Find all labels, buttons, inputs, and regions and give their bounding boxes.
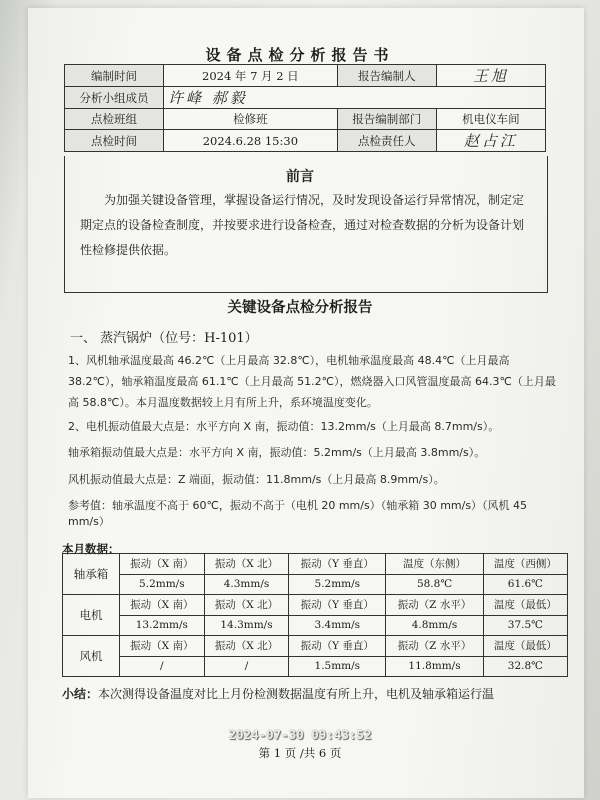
- paragraph-motor-vibration: 2、电机振动值最大点是：水平方向 X 南，振动值：13.2mm/s（上月最高 8.7mm/s）。: [68, 420, 500, 433]
- table-value-cell: 1.5mm/s: [289, 656, 386, 677]
- table-header-cell: 温度（东侧）: [386, 554, 483, 575]
- table-value-cell: 61.6℃: [483, 574, 567, 595]
- paragraph-fan-vibration: 风机振动值最大点是：Z 端面，振动值：11.8mm/s（上月最高 8.9mm/s）。: [68, 473, 445, 486]
- table-value-cell: 3.4mm/s: [289, 615, 386, 636]
- table-header-cell: 振动（X 北）: [204, 554, 289, 575]
- photo-timestamp: 2024-07-30 09:43:52: [228, 727, 372, 742]
- info-table: [64, 64, 546, 152]
- members-label: 分析小组成员: [65, 87, 164, 109]
- report-title: 关键设备点检分析报告: [227, 300, 373, 316]
- table-header-cell: 温度（最低）: [483, 636, 567, 657]
- page-number: 第 1 页 /共 6 页: [258, 746, 342, 760]
- table-value-cell: 11.8mm/s: [386, 656, 483, 677]
- table-header-cell: 温度（西侧）: [483, 554, 567, 575]
- table-value-cell: /: [204, 656, 289, 677]
- summary: [62, 685, 592, 702]
- table-value-cell: 37.5℃: [483, 615, 567, 636]
- table-header-cell: 振动（Z 水平）: [386, 636, 483, 657]
- dept-label: 报告编制部门: [337, 109, 436, 130]
- row-label-motor: 电机: [63, 595, 120, 636]
- summary-text: 本次测得设备温度对比上月份检测数据温度有所上升，电机及轴承箱运行温: [98, 687, 495, 701]
- month-data-label: 本月数据：: [62, 542, 120, 556]
- table-value-cell: 5.2mm/s: [289, 574, 386, 595]
- paragraph-reference: 参考值：轴承温度不高于 60℃，振动不高于（电机 20 mm/s）（轴承箱 30 mm/s）（风机 45 mm/s）: [68, 499, 528, 528]
- members-signature: [164, 87, 546, 109]
- row-label-fan: 风机: [63, 636, 120, 677]
- author-label: 报告编制人: [337, 65, 436, 87]
- table-value-cell: 32.8℃: [483, 656, 567, 677]
- document-title: 设备点检分析报告书: [205, 46, 395, 64]
- members-signature-text: 许峰 郝毅: [168, 89, 248, 107]
- table-header-cell: 振动（Y 垂直）: [289, 595, 386, 616]
- table-header-cell: 振动（X 南）: [120, 554, 205, 575]
- compile-time-label: 编制时间: [65, 65, 164, 87]
- table-header-cell: 振动（X 南）: [120, 636, 205, 657]
- check-time-value: 2024.6.28 15:30: [164, 130, 338, 152]
- section-heading: 一、 蒸汽锅炉（位号：H-101）: [70, 331, 258, 346]
- author-signature-text: 王旭: [472, 67, 509, 85]
- table-header-cell: 振动（Y 垂直）: [289, 636, 386, 657]
- table-header-cell: 振动（Y 垂直）: [289, 554, 386, 575]
- summary-label: 小结：: [62, 687, 99, 701]
- table-value-cell: 5.2mm/s: [120, 574, 205, 595]
- owner-signature: [436, 130, 545, 152]
- monthly-data-table: [62, 553, 568, 677]
- table-value-cell: 13.2mm/s: [120, 615, 205, 636]
- author-signature: [436, 65, 545, 87]
- paragraph-bearing-vibration: 轴承箱振动值最大点是：水平方向 X 南，振动值：5.2mm/s（上月最高 3.8mm/s）。: [68, 446, 486, 459]
- preface-body: 为加强关键设备管理，掌握设备运行情况，及时发现设备运行异常情况，制定定期定点的设备检查制度，并按要求进行设备检查，通过对检查数据的分析为设备计划性检修提供依据。: [80, 193, 525, 257]
- row-label-bearing-box: 轴承箱: [63, 554, 120, 595]
- table-header-cell: 振动（X 北）: [204, 595, 289, 616]
- owner-signature-text: 赵占江: [463, 132, 518, 150]
- owner-label: 点检责任人: [337, 130, 436, 152]
- compile-time-value: 2024 年 7 月 2 日: [164, 65, 338, 87]
- table-value-cell: 14.3mm/s: [204, 615, 289, 636]
- table-header-cell: 温度（最低）: [483, 595, 567, 616]
- table-header-cell: 振动（X 南）: [120, 595, 205, 616]
- table-header-cell: 振动（Z 水平）: [386, 595, 483, 616]
- table-value-cell: 4.8mm/s: [386, 615, 483, 636]
- check-time-label: 点检时间: [65, 130, 164, 152]
- dept-value: 机电仪车间: [436, 109, 545, 130]
- table-value-cell: 4.3mm/s: [204, 574, 289, 595]
- paragraph-temperature: 1、风机轴承温度最高 46.2℃（上月最高 32.8℃），电机轴承温度最高 48.4℃（上月最高 38.2℃），轴承箱温度最高 61.1℃（上月最高 51.2℃），燃烧器入口风管温度最高 64.3℃（上月最高 58.8℃）。本月温度数据较上月有所上升，系环境温度变化。: [68, 354, 556, 409]
- team-value: 检修班: [164, 109, 338, 130]
- table-value-cell: 58.8℃: [386, 574, 483, 595]
- preface-title: 前言: [286, 169, 314, 185]
- table-value-cell: /: [120, 656, 205, 677]
- team-label: 点检班组: [65, 109, 164, 130]
- table-header-cell: 振动（X 北）: [204, 636, 289, 657]
